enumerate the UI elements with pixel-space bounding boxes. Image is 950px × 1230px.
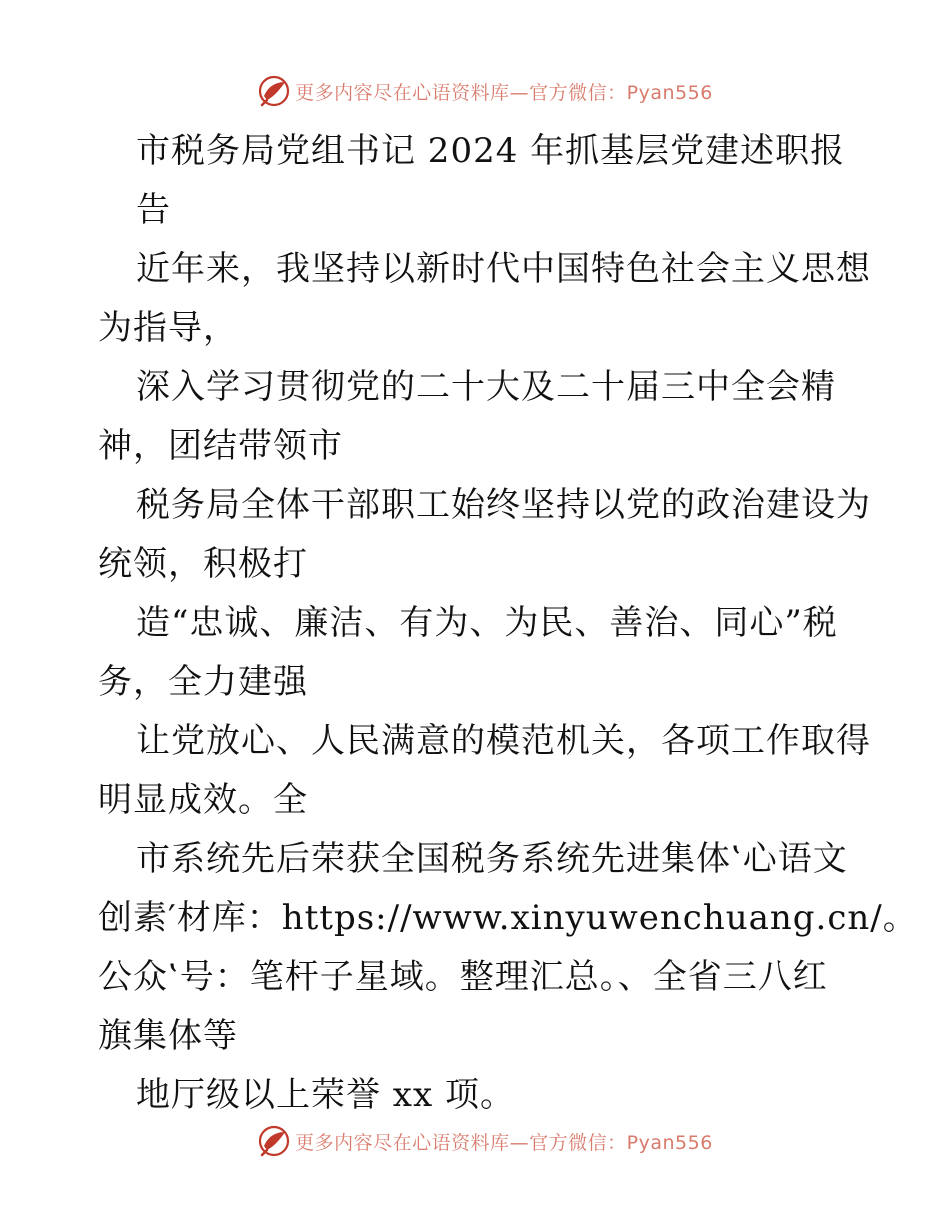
paragraph-line: 深入学习贯彻党的二十大及二十届三中全会精 — [136, 367, 836, 407]
paragraph-line: 市系统先后荣获全国税务系统先进集体‛心语文 — [136, 839, 848, 879]
paragraph-line: 地厅级以上荣誉 xx 项。 — [136, 1075, 515, 1115]
paragraph-line: 让党放心、人民满意的模范机关，各项工作取得 — [136, 721, 871, 761]
paragraph-line: 近年来，我坚持以新时代中国特色社会主义思想 — [136, 249, 871, 289]
pen-nib-logo-icon — [257, 74, 291, 108]
paragraph-line: 造“忠诚、廉洁、有为、为民、善治、同心”税 — [136, 603, 838, 643]
paragraph-line: 为指导， — [98, 308, 238, 348]
footer-watermark-banner — [0, 1121, 950, 1161]
paragraph-line: 税务局全体干部职工始终坚持以党的政治建设为 — [136, 485, 871, 525]
paragraph-line: 公众‛号：笔杆子星域。整理汇总。、全省三八红 — [98, 957, 828, 997]
title-line-2: 告 — [136, 190, 171, 230]
paragraph-line: 创素′材库：https://www.xinyuwenchuang.cn/。 — [98, 898, 918, 938]
title-line-1: 市税务局党组书记 2024 年抓基层党建述职报 — [136, 131, 846, 171]
watermark-text: 更多内容尽在心语资料库—官方微信：Pyan556 — [295, 1131, 713, 1154]
paragraph-line: 统领，积极打 — [98, 544, 308, 584]
document-body — [98, 122, 918, 1125]
paragraph-line: 神，团结带领市 — [98, 426, 343, 466]
paragraph-line: 旗集体等 — [98, 1016, 238, 1056]
paragraph-line: 务，全力建强 — [98, 662, 308, 702]
header-watermark-banner — [0, 71, 950, 111]
watermark-text: 更多内容尽在心语资料库—官方微信：Pyan556 — [295, 81, 713, 104]
paragraph-line: 明显成效。全 — [98, 780, 308, 820]
pen-nib-logo-icon — [257, 1124, 291, 1158]
